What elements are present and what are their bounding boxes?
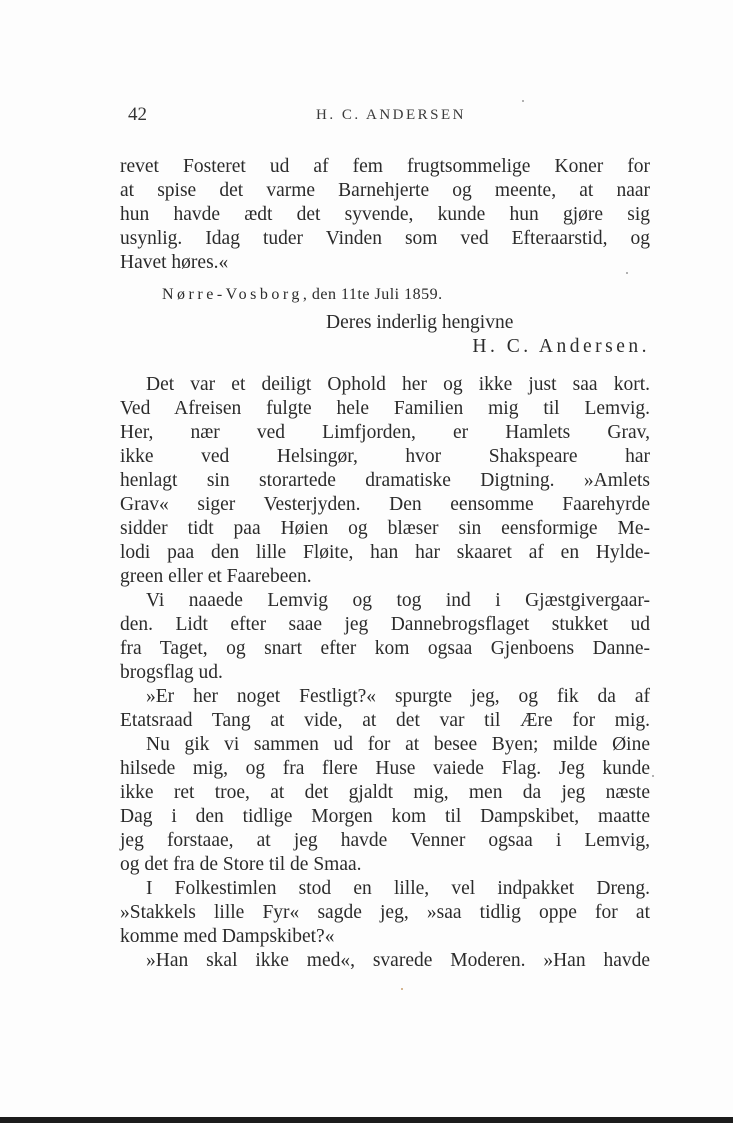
paragraph-line: I Folkestimlen stod en lille, vel indpakket Dreng.: [146, 878, 650, 899]
body-text: [120, 155, 650, 973]
letter-signature: [120, 335, 650, 359]
print-speck: [626, 272, 628, 274]
page-header: [0, 104, 733, 128]
paragraph-gap: [120, 359, 650, 373]
dateline-place: Nørre-Vosborg: [162, 286, 303, 303]
paragraph-line: Nu gik vi sammen ud for at besee Byen; milde Øine: [146, 734, 650, 755]
letter-closing: Deres inderlig hengivne: [326, 312, 514, 333]
paragraph-line: ikke ret troe, at det gjaldt mig, men da jeg næste: [120, 782, 650, 803]
paragraph-line: »Er her noget Festligt?« spurgte jeg, og fik da af: [146, 686, 650, 707]
paragraph-line: fra Taget, og snart efter kom ogsaa Gjenboens Danne-: [120, 638, 650, 659]
paragraph-line: lodi paa den lille Fløite, han har skaaret af en Hylde-: [120, 542, 650, 563]
paragraph-line: ikke ved Helsingør, hvor Shakspeare har: [120, 446, 650, 467]
paragraph-line: hilsede mig, og fra flere Huse vaiede Flag. Jeg kunde: [120, 758, 650, 779]
paragraph-line: brogsflag ud.: [120, 662, 223, 683]
paragraph-line: green eller et Faarebeen.: [120, 566, 312, 587]
paragraph-line: Etatsraad Tang at vide, at det var til Ære for mig.: [120, 710, 650, 731]
paragraph-line: Det var et deiligt Ophold her og ikke just saa kort.: [146, 374, 650, 395]
paragraph-line: den. Lidt efter saae jeg Dannebrogsflaget stukket ud: [120, 614, 650, 635]
paragraph-line: jeg forstaae, at jeg havde Venner ogsaa i Lemvig,: [120, 830, 650, 851]
paragraph-line: Her, nær ved Limfjorden, er Hamlets Grav,: [120, 422, 650, 443]
paragraph-line: Grav« siger Vesterjyden. Den eensomme Faarehyrde: [120, 494, 650, 515]
paragraph-line: »Han skal ikke med«, svarede Moderen. »Han havde: [146, 950, 650, 971]
print-speck: [652, 775, 654, 777]
dateline-date: , den 11te Juli 1859.: [302, 286, 443, 303]
running-head: H. C. ANDERSEN: [316, 107, 467, 123]
paragraph-line: Dag i den tidlige Morgen kom til Dampskibet, maatte: [120, 806, 650, 827]
letter-line: hun havde ædt det syvende, kunde hun gjøre sig: [120, 204, 650, 225]
paragraph-line: Ved Afreisen fulgte hele Familien mig til Lemvig.: [120, 398, 650, 419]
paragraph-line: og det fra de Store til de Smaa.: [120, 854, 362, 875]
paragraph-line: sidder tidt paa Høien og blæser sin eensformige Me-: [120, 518, 650, 539]
page-number: 42: [128, 104, 147, 125]
print-speck: [401, 988, 403, 990]
letter-line: usynlig. Idag tuder Vinden som ved Efteraarstid, og: [120, 228, 650, 249]
paragraph-line: Vi naaede Lemvig og tog ind i Gjæstgivergaar-: [146, 590, 650, 611]
page-bottom-edge: [0, 1117, 733, 1123]
paragraph-line: »Stakkels lille Fyr« sagde jeg, »saa tidlig oppe for at: [120, 902, 650, 923]
letter-line: Havet høres.«: [120, 252, 229, 273]
print-speck: [522, 100, 524, 102]
letter-dateline: [120, 283, 650, 307]
paragraph-line: henlagt sin storartede dramatiske Digtning. »Amlets: [120, 470, 650, 491]
signature-name: H. C. Andersen.: [472, 336, 650, 357]
paragraph-line: komme med Dampskibet?«: [120, 926, 335, 947]
letter-line: revet Fosteret ud af fem frugtsommelige Koner for: [120, 156, 650, 177]
letter-line: at spise det varme Barnehjerte og meente, at naar: [120, 180, 650, 201]
